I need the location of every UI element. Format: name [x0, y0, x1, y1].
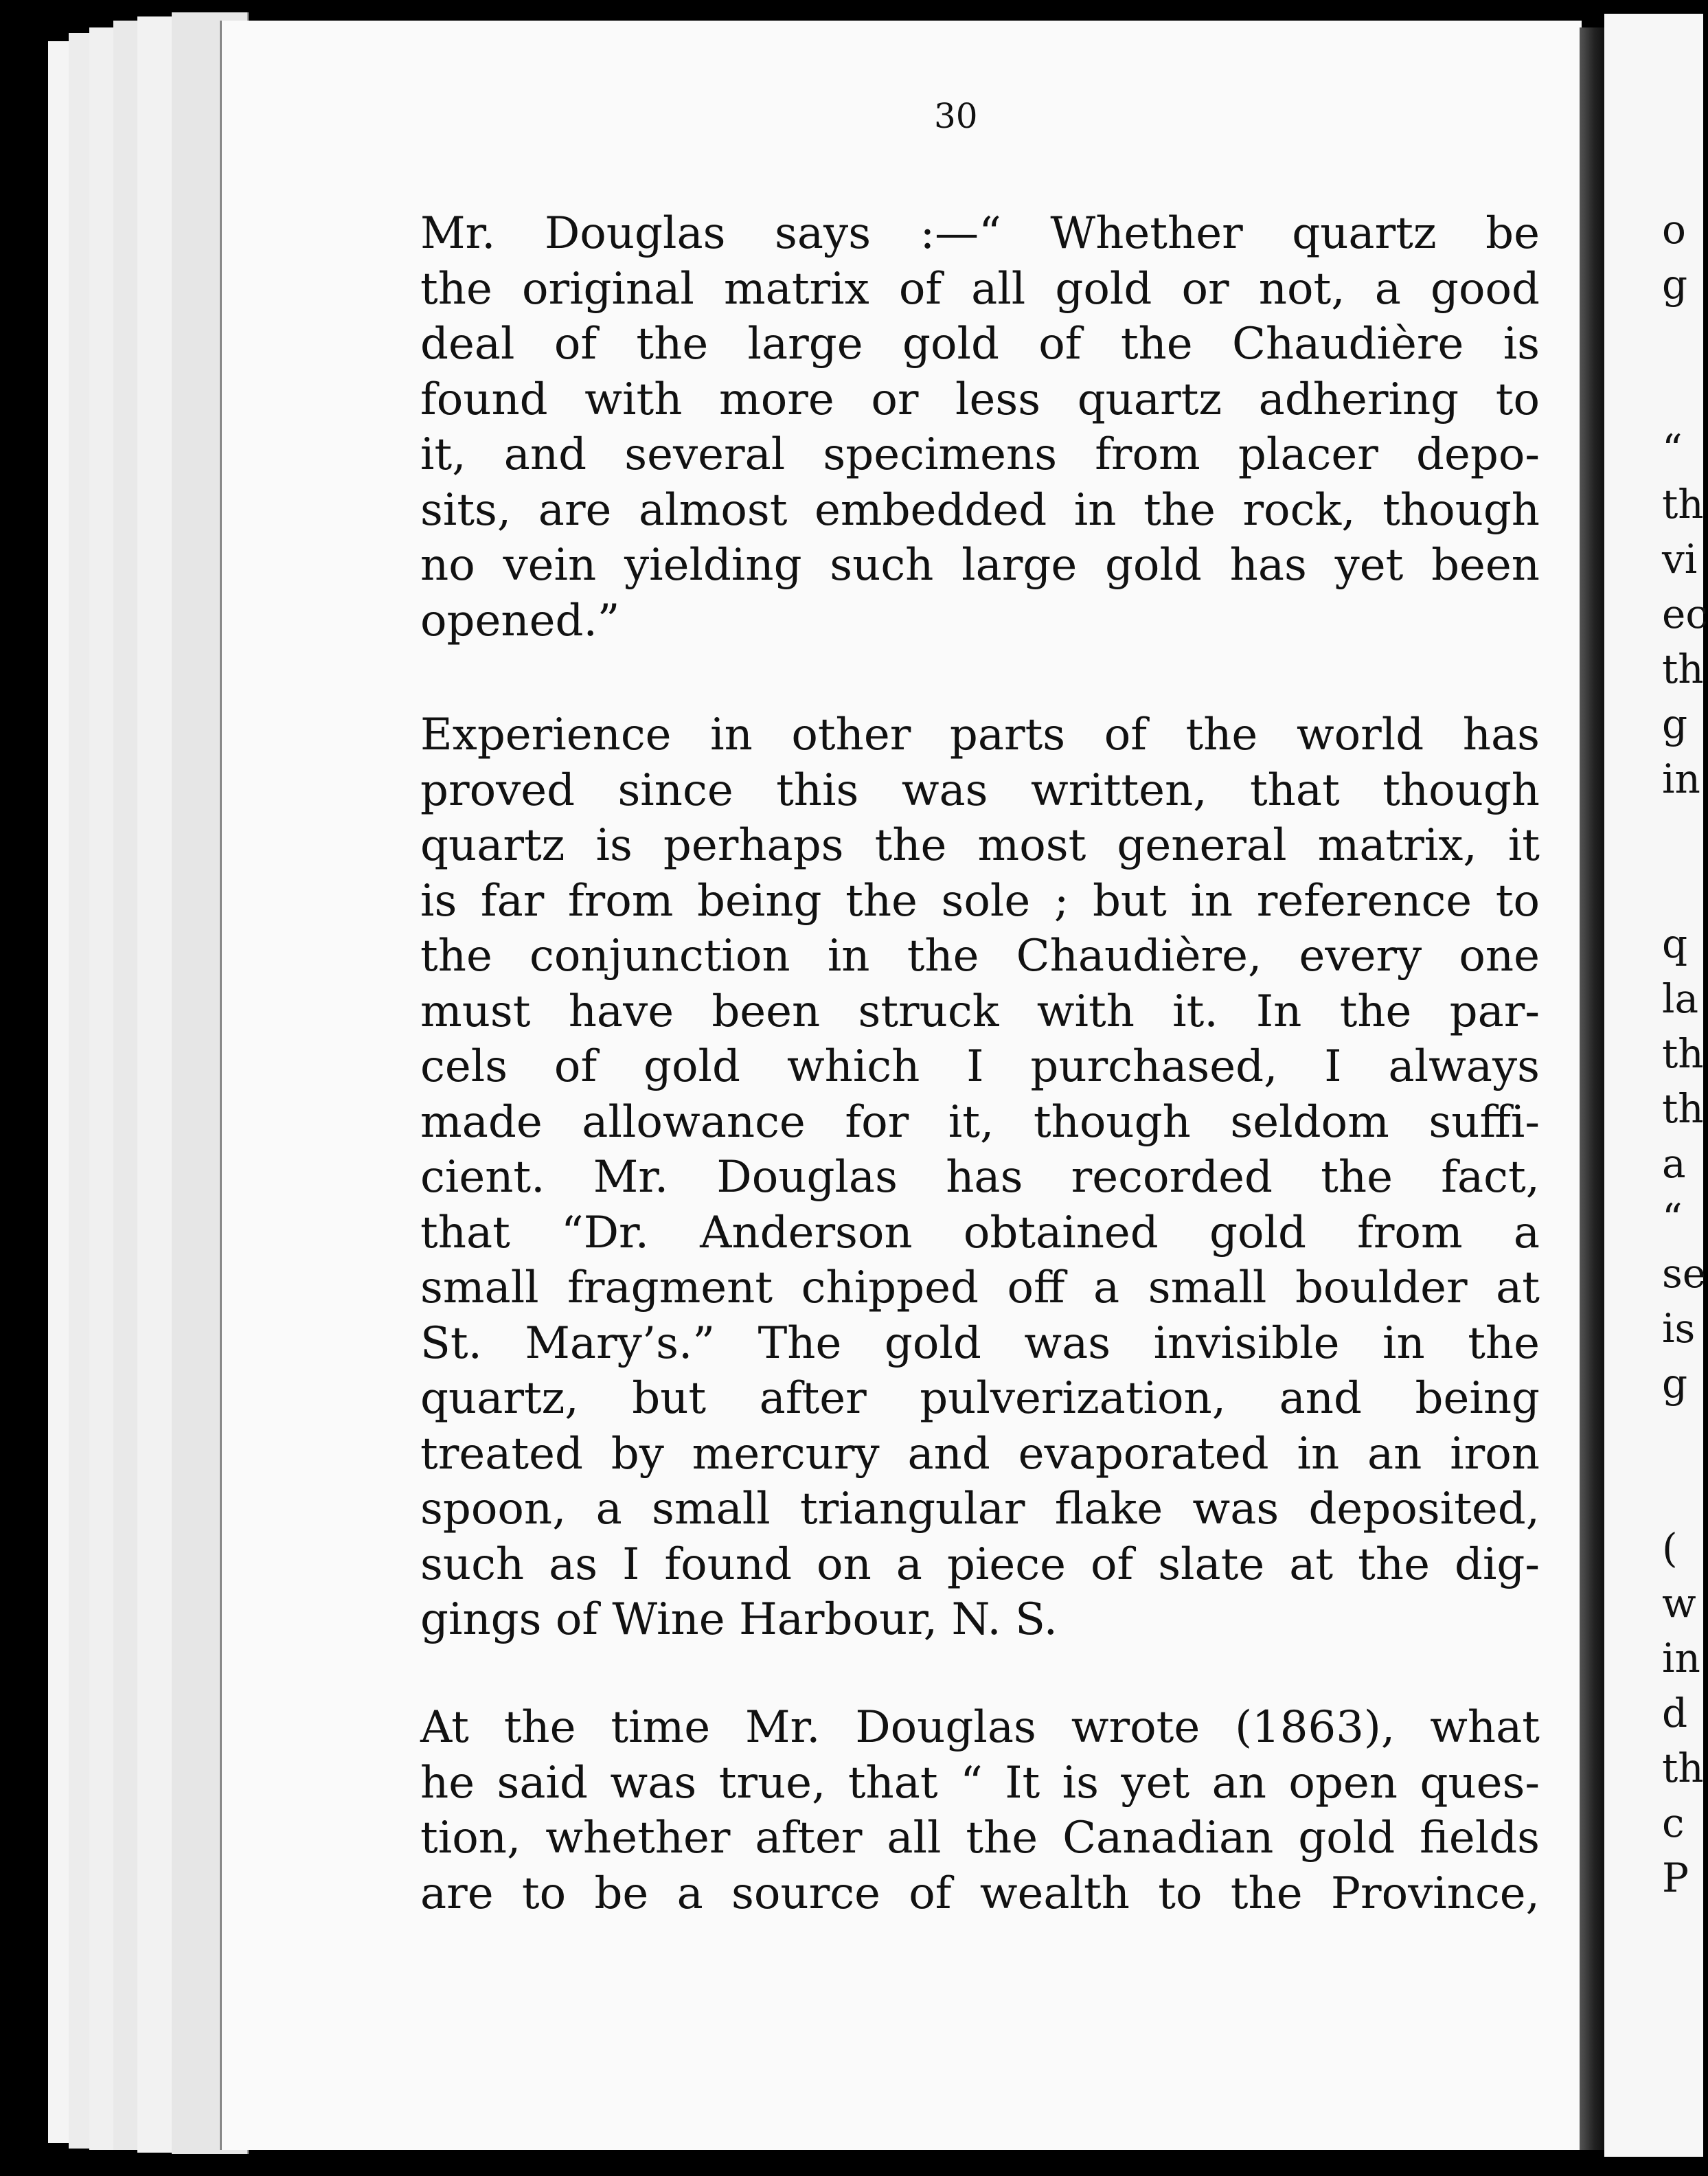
text-line: he said was true, that “ It is yet an open ques-	[420, 1757, 1540, 1809]
text-line: Experience in other parts of the world has	[420, 710, 1540, 760]
facing-page-fragment: d	[1662, 1690, 1688, 1736]
text-line: found with more or less quartz adhering to	[420, 374, 1540, 425]
text-line: Mr. Douglas says :—“ Whether quartz be	[420, 208, 1540, 259]
facing-page-fragment: th	[1662, 481, 1704, 528]
book-gutter	[1580, 27, 1604, 2150]
text-line: are to be a source of wealth to the Province,	[420, 1868, 1540, 1919]
text-line: St. Mary’s.” The gold was invisible in the	[420, 1317, 1540, 1369]
facing-page-fragment: a	[1662, 1140, 1686, 1187]
facing-page-fragment: o	[1662, 206, 1686, 253]
paragraph-3	[420, 1700, 1540, 1921]
text-line: deal of the large gold of the Chaudière is	[420, 319, 1540, 370]
facing-page-fragment: th	[1662, 646, 1704, 692]
text-line: opened.”	[420, 595, 620, 646]
text-line: is far from being the sole ; but in reference to	[420, 875, 1540, 927]
facing-page-fragment: g	[1662, 701, 1688, 747]
facing-page-fragment: g	[1662, 1360, 1688, 1407]
text-line: tion, whether after all the Canadian gold fields	[420, 1813, 1540, 1863]
facing-page-fragment: la	[1662, 975, 1699, 1022]
text-line: must have been struck with it. In the par-	[420, 986, 1540, 1037]
paragraph-1	[420, 206, 1540, 648]
text-line: spoon, a small triangular flake was deposited,	[420, 1484, 1540, 1534]
text-line: made allowance for it, though seldom suffi-	[420, 1096, 1540, 1148]
facing-page-fragment: in	[1662, 1635, 1700, 1681]
facing-page-fragment: th	[1662, 1030, 1704, 1077]
facing-page-fragment: th	[1662, 1745, 1704, 1791]
facing-page-fragment: (	[1662, 1525, 1678, 1572]
text-line: At the time Mr. Douglas wrote (1863), what	[420, 1702, 1540, 1753]
text-line: sits, are almost embedded in the rock, though	[420, 484, 1540, 536]
text-line: small fragment chipped off a small boulder at	[420, 1262, 1540, 1313]
facing-page-fragment: is	[1662, 1305, 1696, 1352]
facing-page-fragment: in	[1662, 756, 1700, 802]
text-line: it, and several specimens from placer depo-	[420, 429, 1540, 480]
text-line: the conjunction in the Chaudière, every one	[420, 931, 1540, 982]
text-line: gings of Wine Harbour, N. S.	[420, 1594, 1058, 1645]
text-line: treated by mercury and evaporated in an iron	[420, 1428, 1540, 1480]
text-line: such as I found on a piece of slate at the dig-	[420, 1539, 1540, 1590]
facing-page-fragment: P	[1662, 1855, 1689, 1901]
facing-page-fragment: ec	[1662, 591, 1708, 637]
text-line: no vein yielding such large gold has yet been	[420, 540, 1540, 591]
text-line: the original matrix of all gold or not, a good	[420, 263, 1540, 315]
text-line: quartz is perhaps the most general matrix, it	[420, 820, 1540, 871]
facing-page-fragment: “	[1662, 426, 1683, 473]
facing-page-fragment: w	[1662, 1580, 1696, 1627]
page-number: 30	[934, 96, 978, 136]
facing-page-fragment: vi	[1662, 536, 1698, 582]
facing-page-fragment: g	[1662, 261, 1688, 308]
text-line: cels of gold which I purchased, I always	[420, 1041, 1540, 1092]
text-line: that “Dr. Anderson obtained gold from a	[420, 1207, 1540, 1258]
text-line: proved since this was written, that though	[420, 764, 1540, 816]
text-line: cient. Mr. Douglas has recorded the fact,	[420, 1152, 1540, 1203]
facing-page-fragment: q	[1662, 920, 1688, 967]
text-line: quartz, but after pulverization, and being	[420, 1373, 1540, 1424]
paragraph-2	[420, 707, 1540, 1648]
facing-page-fragment: “	[1662, 1195, 1683, 1242]
facing-page-fragment: se	[1662, 1250, 1707, 1297]
facing-page-fragment: th	[1662, 1085, 1704, 1132]
facing-page-fragment: c	[1662, 1800, 1685, 1846]
